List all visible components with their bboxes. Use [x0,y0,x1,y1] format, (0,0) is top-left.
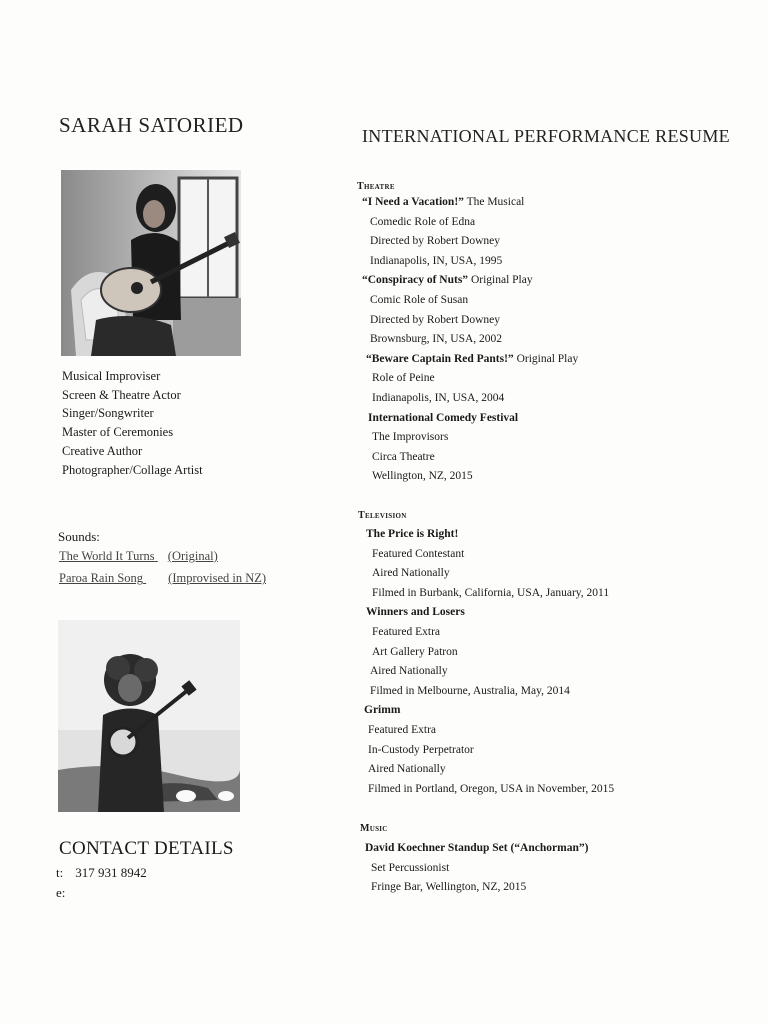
television-detail: Aired Nationally [368,763,446,776]
television-detail: Featured Extra [368,723,437,736]
role-item: Singer/Songwriter [62,406,154,421]
sound-title: The World It Turns [59,549,155,563]
role-item: Musical Improviser [62,369,161,383]
theatre-title: “I Need a Vacation!” The Musical [362,196,525,208]
television-entries [362,525,614,799]
theatre-detail: Role of Peine [372,372,435,385]
banjo-photo [58,620,240,812]
theatre-title: “Conspiracy of Nuts” Original Play [362,274,533,287]
music-detail: Fringe Bar, Wellington, NZ, 2015 [371,881,527,894]
role-item: Creative Author [62,443,143,458]
theatre-detail: Directed by Robert Downey [370,313,500,326]
theatre-entries [360,193,578,487]
theatre-detail: Directed by Robert Downey [370,235,500,248]
music-title: David Koechner Standup Set (“Anchorman”) [365,842,589,854]
sound-link-world-it-turns[interactable] [59,549,218,564]
theatre-detail: Comedic Role of Edna [370,215,476,228]
phone-number: 317 931 8942 [75,865,147,880]
music-heading: Music [360,823,388,834]
role-item: Screen & Theatre Actor [62,387,181,402]
theatre-title: “Beware Captain Red Pants!” Original Play [366,352,579,365]
music-detail: Set Percussionist [371,861,450,874]
television-title: Grimm [364,704,401,717]
roles-list [62,367,203,479]
theatre-detail: Brownsburg, IN, USA, 2002 [370,333,503,346]
television-heading: Television [358,510,407,521]
role-item: Master of Ceremonies [62,425,174,440]
sound-note: (Original) [167,549,218,563]
email-label: e: [56,885,66,900]
television-detail: Featured Contestant [372,547,465,560]
television-detail: In-Custody Perpetrator [368,743,474,756]
sound-link-paroa-rain-song[interactable] [59,571,266,586]
television-detail: Filmed in Melbourne, Australia, May, 2014 [370,684,570,697]
phone-label: t: [56,865,64,880]
theatre-title: International Comedy Festival [368,411,519,424]
theatre-detail: Wellington, NZ, 2015 [372,470,473,483]
sound-note: (Improvised in NZ) [168,571,267,585]
television-title: The Price is Right! [366,528,459,540]
theatre-detail: The Improvisors [372,431,449,444]
television-detail: Filmed in Portland, Oregon, USA in November, 2015 [368,782,615,795]
television-detail: Aired Nationally [370,665,448,678]
contact-heading: CONTACT DETAILS [59,838,234,859]
theatre-detail: Comic Role of Susan [370,293,469,306]
music-entries [365,839,588,898]
role-item: Photographer/Collage Artist [62,462,203,477]
television-detail: Art Gallery Patron [372,645,458,658]
resume-title: INTERNATIONAL PERFORMANCE RESUME [362,126,730,146]
theatre-detail: Indianapolis, IN, USA, 2004 [372,391,505,404]
theatre-heading: Theatre [357,181,395,192]
television-title: Winners and Losers [366,606,465,619]
performer-name: SARAH SATORIED [59,113,244,137]
television-detail: Aired Nationally [372,567,450,580]
email-line [56,885,72,901]
sound-title: Paroa Rain Song [59,571,144,585]
guitar-photo [61,170,241,356]
sounds-label: Sounds: [58,529,100,544]
television-detail: Filmed in Burbank, California, USA, January, 2011 [372,586,610,599]
theatre-detail: Circa Theatre [372,450,435,463]
television-detail: Featured Extra [372,625,441,638]
theatre-detail: Indianapolis, IN, USA, 1995 [370,254,503,267]
phone-line [56,865,147,881]
